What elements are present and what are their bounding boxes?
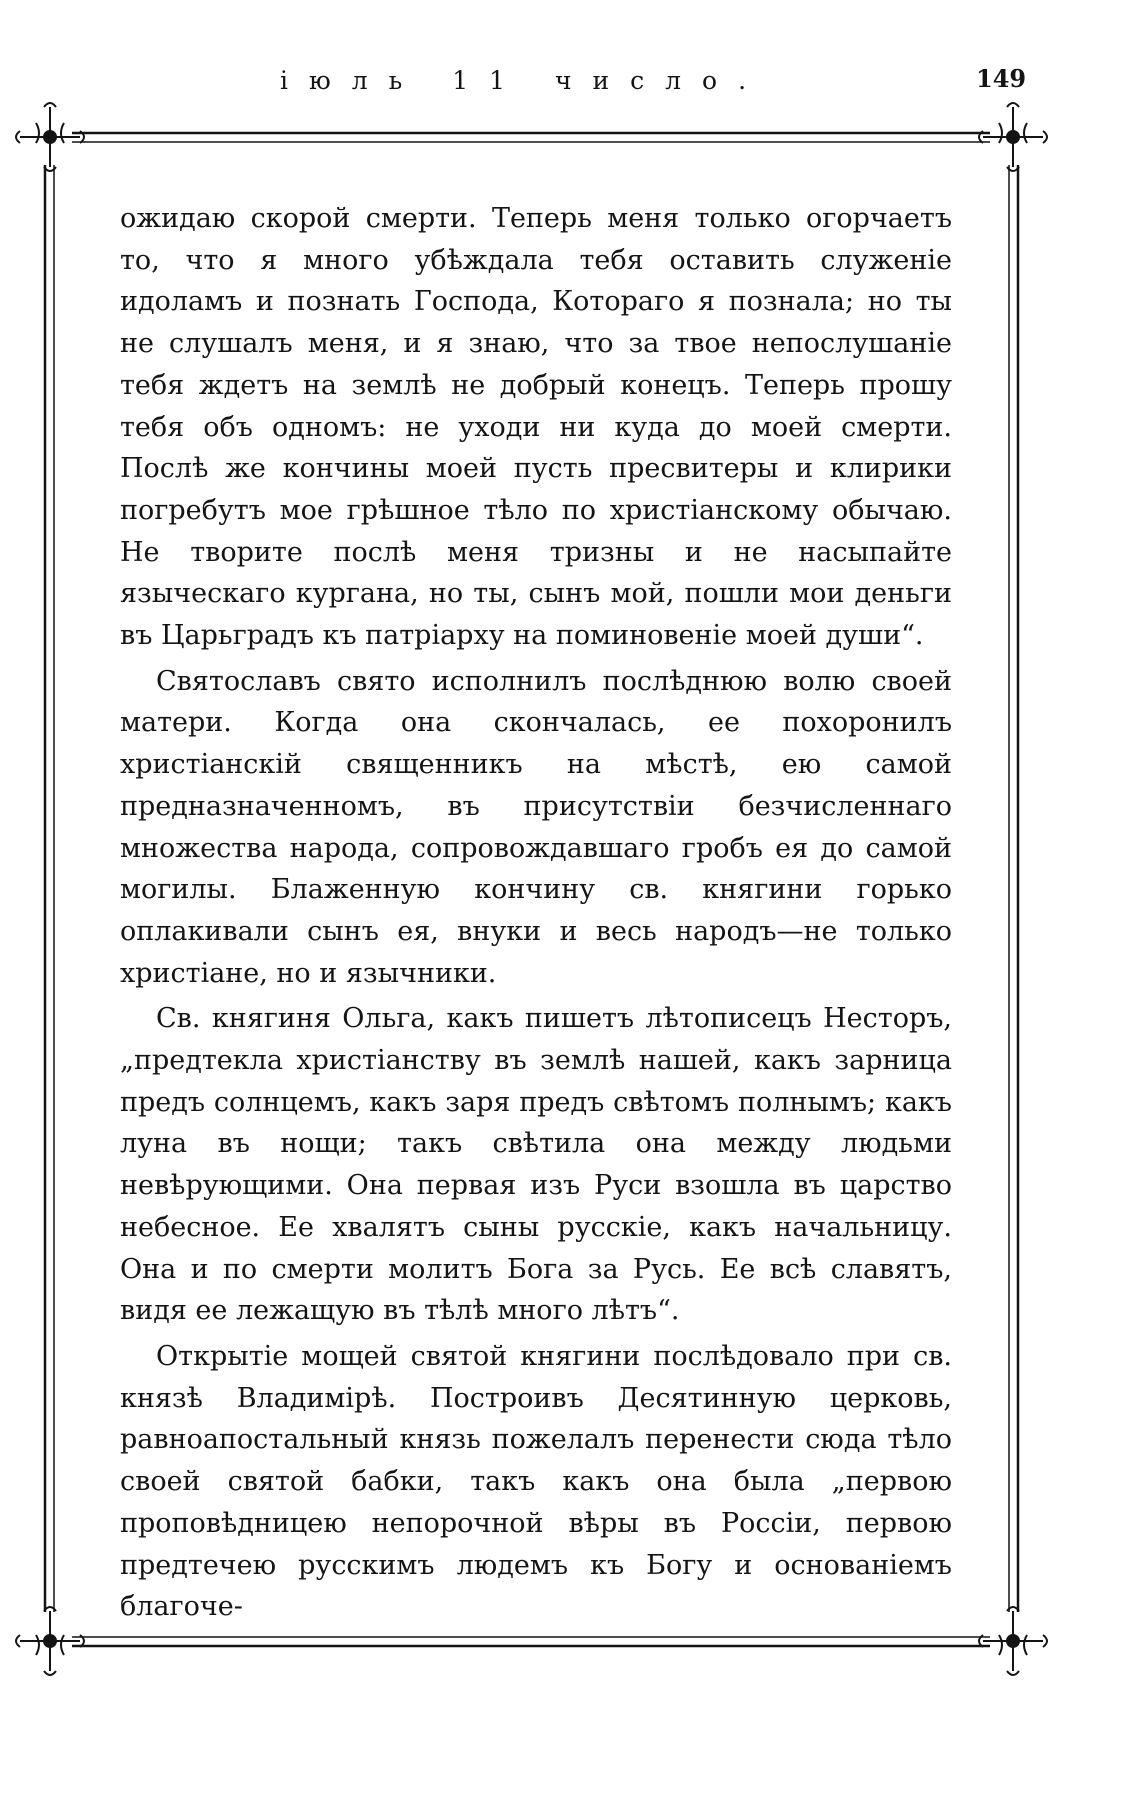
running-head: іюль 11 число.	[280, 66, 768, 95]
corner-ornament-bottom-left	[16, 1607, 84, 1675]
paragraph-1: ожидаю скорой смерти. Теперь меня только огорчаетъ то, что я много убѣждала тебя оставить служеніе идоламъ и познать Господа, Котораго я познала; но ты не слушалъ меня, и я знаю, что за твое непослушаніе тебя ждетъ на землѣ не добрый конецъ. Теперь прошу тебя объ одномъ: не уходи ни куда до моей смерти. Послѣ же кончины моей пусть пресвитеры и клирики погребутъ мое грѣшное тѣло по христіанскому обычаю. Не творите послѣ меня тризны и не насыпайте языческаго кургана, но ты, сынъ мой, пошли мои деньги въ Царьградъ къ патріарху на поминовеніе моей души“.	[120, 203, 952, 652]
frame-top-rule	[72, 133, 990, 142]
page-number: 149	[976, 64, 1027, 93]
frame-bottom-rule	[72, 1637, 990, 1646]
body-text	[120, 198, 952, 1632]
frame-right-rule	[1009, 165, 1018, 1612]
paragraph-2: Святославъ свято исполнилъ послѣднюю волю своей матери. Когда она скончалась, ее похоронилъ христіанскій священникъ на мѣстѣ, ею самой предназначенномъ, въ присутствіи безчисленнаго множества народа, сопровождавшаго гробъ ея до самой могилы. Блаженную кончину св. княгини горько оплакивали сынъ ея, внуки и весь народъ—не только христіане, но и язычники.	[120, 665, 952, 989]
frame-left-rule	[45, 165, 54, 1612]
corner-ornament-top-left	[16, 103, 84, 171]
corner-ornament-top-right	[979, 103, 1047, 171]
paragraph-3: Св. княгиня Ольга, какъ пишетъ лѣтописецъ Несторъ, „предтекла христіанству въ землѣ нашей, какъ зарница предъ солнцемъ, какъ заря предъ свѣтомъ полнымъ; какъ луна въ нощи; такъ свѣтила она между людьми невѣрующими. Она первая изъ Руси взошла въ царство небесное. Ее хвалятъ сыны русскіе, какъ начальницу. Она и по смерти молитъ Бога за Русь. Ее всѣ славятъ, видя ее лежащую въ тѣлѣ много лѣтъ“.	[120, 1003, 952, 1327]
paragraph-4: Открытіе мощей святой княгини послѣдовало при св. князѣ Владимірѣ. Построивъ Десятинную церковь, равноапостальный князь пожелалъ перенести сюда тѣло своей святой бабки, такъ какъ она была „первою проповѣдницею непорочной вѣры въ Россіи, первою предтечею русскимъ людемъ къ Богу и основаніемъ благоче-	[120, 1340, 952, 1623]
corner-ornament-bottom-right	[979, 1607, 1047, 1675]
